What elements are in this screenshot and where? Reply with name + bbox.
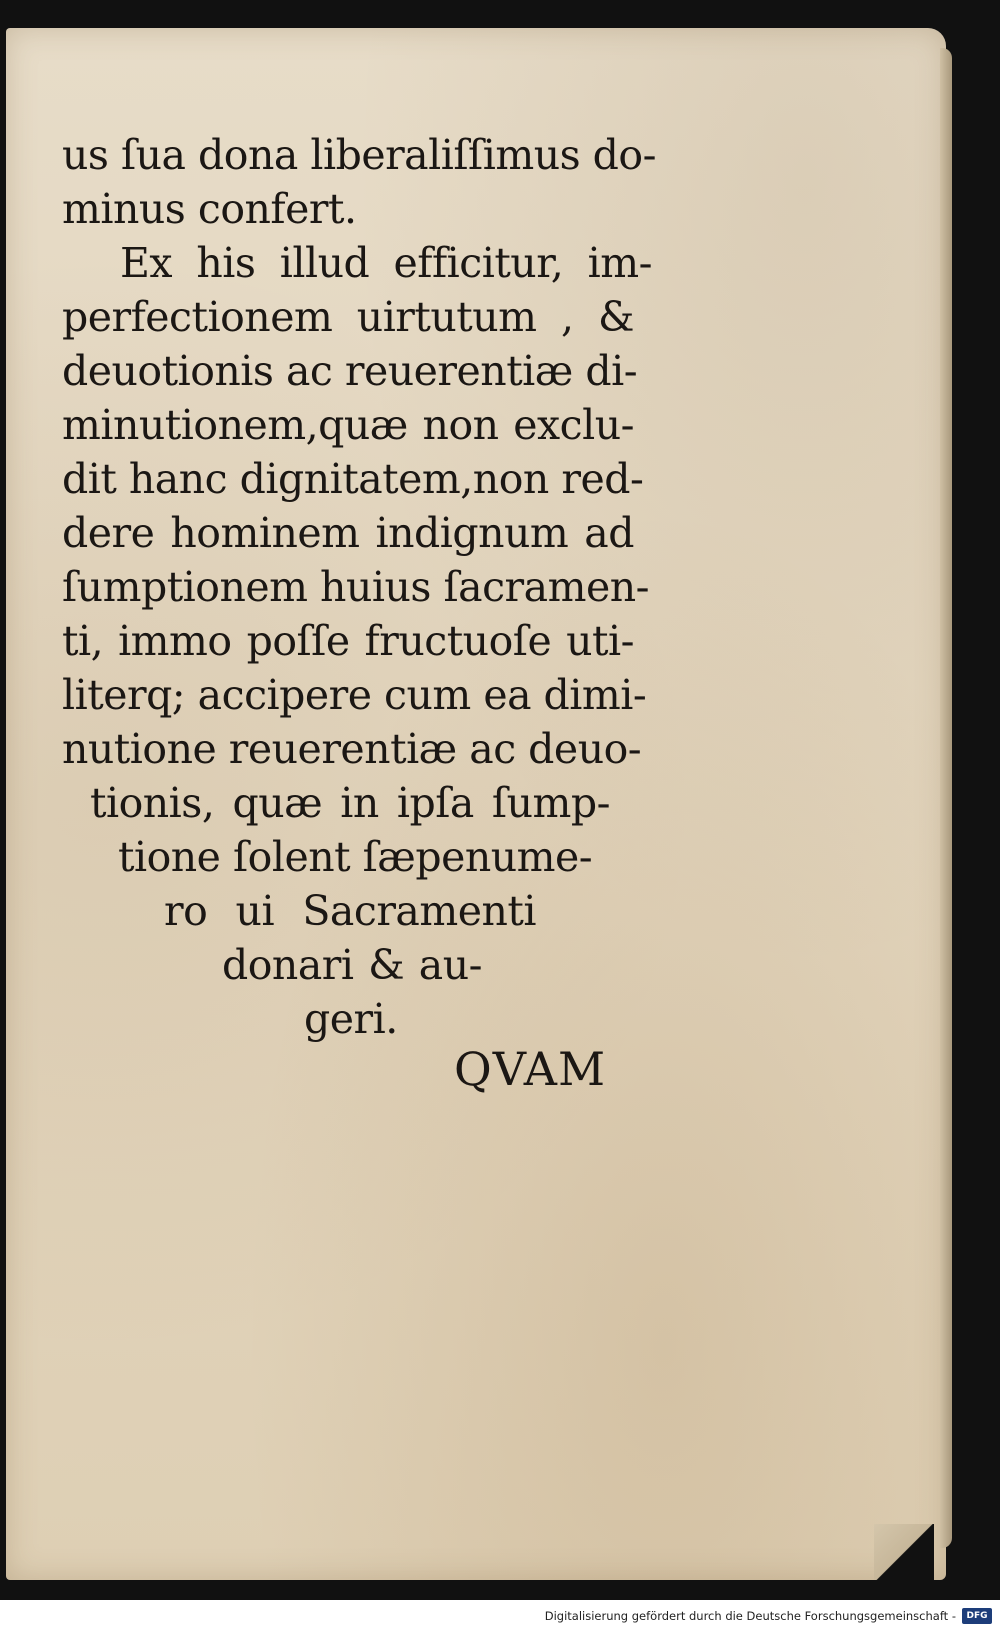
text-line: nutione reuerentiæ ac deuo- xyxy=(62,725,642,773)
catchword: QVAM xyxy=(454,1042,607,1096)
text-line: literq; accipere cum ea dimi- xyxy=(62,671,647,719)
page-edge xyxy=(940,48,952,1548)
digitization-notice: Digitalisierung gefördert durch die Deutsche Forschungsgemeinschaft - xyxy=(544,1609,956,1623)
page-corner xyxy=(874,1524,934,1580)
text-line: ti, immo poſſe fructuoſe uti- xyxy=(62,617,634,665)
text-line: dere hominem indignum ad xyxy=(62,509,634,557)
text-line: minus confert. xyxy=(62,185,357,233)
text-line: Ex his illud efficitur, im- xyxy=(120,239,652,287)
text-line: ro ui Sacramenti xyxy=(164,887,536,935)
text-line: donari & au- xyxy=(222,941,482,989)
dfg-logo: DFG xyxy=(962,1608,992,1624)
text-line: minutionem,quæ non exclu- xyxy=(62,401,634,449)
text-block xyxy=(62,128,672,1046)
book-page xyxy=(6,28,946,1580)
text-line: deuotionis ac reuerentiæ di- xyxy=(62,347,638,395)
text-line: perfectionem uirtutum , & xyxy=(62,293,634,341)
text-line: ſumptionem huius ſacramen- xyxy=(62,563,649,611)
text-line: geri. xyxy=(304,995,398,1043)
text-line: us ſua dona liberaliſſimus do- xyxy=(62,131,656,179)
text-line: tione ſolent ſæpenume- xyxy=(118,833,593,881)
text-line: dit hanc dignitatem,non red- xyxy=(62,455,644,503)
text-line: tionis, quæ in ipſa ſump- xyxy=(90,779,610,827)
footer-bar xyxy=(0,1600,1000,1630)
